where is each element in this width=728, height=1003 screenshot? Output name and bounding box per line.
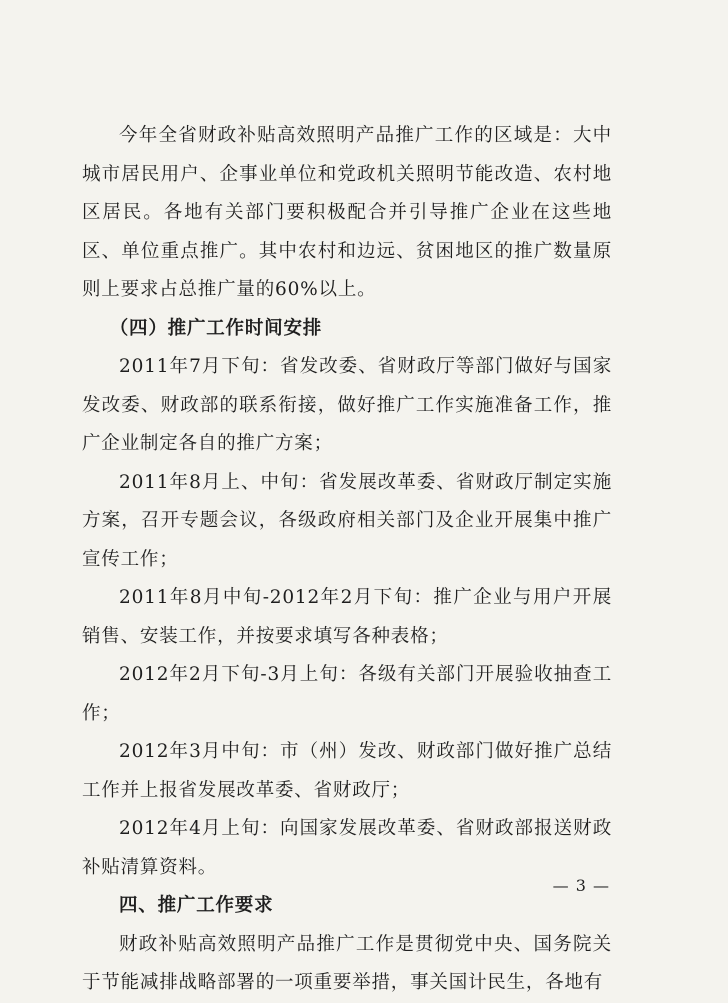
paragraph-promotion-regions: 今年全省财政补贴高效照明产品推广工作的区域是：大中城市居民用户、企事业单位和党政机关照明节能改造、农村地区居民。各地有关部门要积极配合并引导推广企业在这些地区、单位重点推广。其中农村和边远、贫困地区的推广数量原则上要求占总推广量的60%以上。 [82,125,612,300]
subheading-schedule: （四）推广工作时间安排 [109,317,323,339]
paragraph-schedule-august-early: 2011年8月上、中旬：省发展改革委、省财政厅制定实施方案，召开专题会议，各级政府相关部门及企业开展集中推广宣传工作； [82,471,612,570]
paragraph-schedule-sales: 2011年8月中旬-2012年2月下旬：推广企业与用户开展销售、安装工作，并按要求填写各种表格； [82,587,612,647]
paragraph-schedule-inspection: 2012年2月下旬-3月上旬：各级有关部门开展验收抽查工作； [82,664,612,724]
section-heading-requirements: 四、推广工作要求 [119,895,274,916]
page-number: — 3 — [552,876,610,895]
paragraph-requirements: 财政补贴高效照明产品推广工作是贯彻党中央、国务院关于节能减排战略部署的一项重要举措，事关国计民生，各地有 [82,933,612,993]
paragraph-schedule-settlement: 2012年4月上旬：向国家发展改革委、省财政部报送财政补贴清算资料。 [82,818,612,878]
paragraph-schedule-summary: 2012年3月中旬：市（州）发改、财政部门做好推广总结工作并上报省发展改革委、省财政厅； [82,741,612,801]
document-body [82,117,612,1003]
paragraph-schedule-july: 2011年7月下旬：省发改委、省财政厅等部门做好与国家发改委、财政部的联系衔接，做好推广工作实施准备工作，推广企业制定各自的推广方案； [82,356,612,454]
